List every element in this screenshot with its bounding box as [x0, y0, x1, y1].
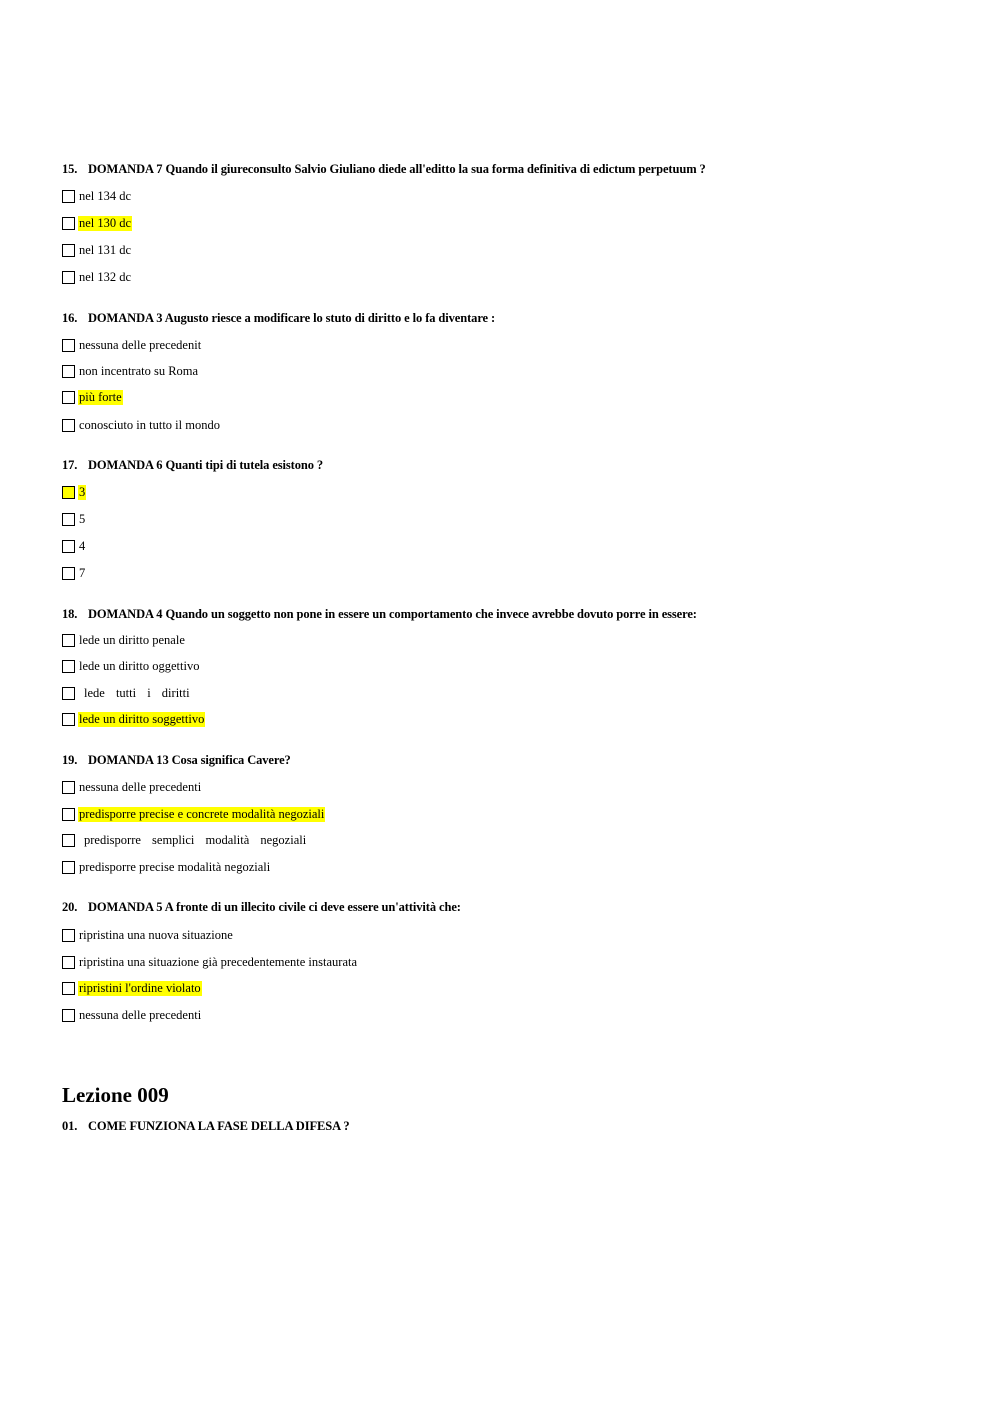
- option-text: predisporre semplici modalità negoziali: [84, 832, 307, 847]
- checkbox[interactable]: [62, 861, 75, 874]
- option-text: ripristina una nuova situazione: [79, 927, 233, 942]
- checkbox[interactable]: [62, 1009, 75, 1022]
- answer-option[interactable]: [62, 859, 271, 875]
- question-19: [62, 753, 291, 768]
- lesson-title: Lezione 009: [62, 1083, 169, 1107]
- checkbox[interactable]: [62, 540, 75, 553]
- answer-option[interactable]: [62, 188, 132, 204]
- answer-option[interactable]: [62, 538, 86, 554]
- question-number: 19.: [62, 753, 78, 767]
- answer-option[interactable]: [62, 417, 221, 433]
- option-text-highlighted: nel 130 dc: [79, 215, 132, 230]
- question-text: COME FUNZIONA LA FASE DELLA DIFESA ?: [88, 1119, 350, 1133]
- option-text: nessuna delle precedenit: [79, 337, 202, 352]
- question-text: DOMANDA 6 Quanti tipi di tutela esistono ?: [88, 458, 324, 472]
- checkbox[interactable]: [62, 982, 75, 995]
- question-number: 20.: [62, 900, 78, 914]
- option-text: predisporre precise modalità negoziali: [79, 859, 271, 874]
- option-text-highlighted: predisporre precise e concrete modalità negoziali: [79, 806, 325, 821]
- answer-option[interactable]: [62, 337, 202, 353]
- question-number: 16.: [62, 311, 78, 325]
- option-text: 7: [79, 565, 86, 580]
- option-text: 4: [79, 538, 86, 553]
- answer-option[interactable]: [62, 269, 132, 285]
- question-15: [62, 162, 706, 177]
- checkbox[interactable]: [62, 567, 75, 580]
- answer-option[interactable]: [62, 484, 86, 500]
- checkbox[interactable]: [62, 781, 75, 794]
- option-text: nel 134 dc: [79, 188, 132, 203]
- checkbox[interactable]: [62, 339, 75, 352]
- question-number: 15.: [62, 162, 78, 176]
- option-text-highlighted: ripristini l'ordine violato: [79, 980, 201, 995]
- answer-option[interactable]: [62, 1007, 202, 1023]
- option-text: nel 132 dc: [79, 269, 132, 284]
- option-text-highlighted: 3: [79, 484, 86, 499]
- option-text: conosciuto in tutto il mondo: [79, 417, 220, 432]
- question-18: [62, 607, 697, 622]
- checkbox[interactable]: [62, 365, 75, 378]
- lesson-question-01: [62, 1119, 350, 1134]
- answer-option[interactable]: [62, 215, 132, 231]
- answer-option[interactable]: [62, 927, 234, 943]
- answer-option[interactable]: [62, 832, 307, 848]
- answer-option[interactable]: [62, 779, 202, 795]
- answer-option[interactable]: [62, 806, 325, 822]
- checkbox[interactable]: [62, 419, 75, 432]
- checkbox[interactable]: [62, 244, 75, 257]
- option-text: 5: [79, 511, 86, 526]
- option-text: lede un diritto oggettivo: [79, 658, 200, 673]
- checkbox[interactable]: [62, 513, 75, 526]
- question-text: DOMANDA 7 Quando il giureconsulto Salvio Giuliano diede all'editto la sua forma definitiva di edictum perpetuum ?: [88, 162, 706, 176]
- answer-option[interactable]: [62, 711, 205, 727]
- answer-option[interactable]: [62, 511, 86, 527]
- checkbox[interactable]: [62, 634, 75, 647]
- answer-option[interactable]: [62, 658, 200, 674]
- question-17: [62, 458, 323, 473]
- checkbox[interactable]: [62, 271, 75, 284]
- option-text: non incentrato su Roma: [79, 363, 199, 378]
- option-text-highlighted: lede un diritto soggettivo: [79, 711, 205, 726]
- checkbox[interactable]: [62, 660, 75, 673]
- question-number: 17.: [62, 458, 78, 472]
- answer-option[interactable]: [62, 980, 202, 996]
- option-text: ripristina una situazione già precedentemente instaurata: [79, 954, 358, 969]
- answer-option[interactable]: [62, 685, 191, 701]
- checkbox[interactable]: [62, 929, 75, 942]
- question-text: DOMANDA 13 Cosa significa Cavere?: [88, 753, 291, 767]
- checkbox[interactable]: [62, 391, 75, 404]
- checkbox[interactable]: [62, 713, 75, 726]
- checkbox[interactable]: [62, 217, 75, 230]
- question-number: 01.: [62, 1119, 78, 1133]
- checkbox[interactable]: [62, 687, 75, 700]
- answer-option[interactable]: [62, 242, 132, 258]
- answer-option[interactable]: [62, 565, 86, 581]
- checkbox[interactable]: [62, 956, 75, 969]
- option-text: nel 131 dc: [79, 242, 132, 257]
- question-16: [62, 311, 495, 326]
- option-text: lede tutti i diritti: [84, 685, 190, 700]
- question-20: [62, 900, 461, 915]
- checkbox-highlighted[interactable]: [62, 486, 75, 499]
- checkbox[interactable]: [62, 808, 75, 821]
- question-text: DOMANDA 4 Quando un soggetto non pone in essere un comportamento che invece avrebbe dovuto porre in essere:: [88, 607, 697, 621]
- checkbox[interactable]: [62, 834, 75, 847]
- question-number: 18.: [62, 607, 78, 621]
- option-text: lede un diritto penale: [79, 632, 185, 647]
- option-text: nessuna delle precedenti: [79, 779, 202, 794]
- answer-option[interactable]: [62, 363, 199, 379]
- answer-option[interactable]: [62, 632, 186, 648]
- checkbox[interactable]: [62, 190, 75, 203]
- answer-option[interactable]: [62, 954, 358, 970]
- option-text: nessuna delle precedenti: [79, 1007, 202, 1022]
- option-text-highlighted: più forte: [79, 389, 122, 404]
- question-text: DOMANDA 5 A fronte di un illecito civile ci deve essere un'attività che:: [88, 900, 461, 914]
- answer-option[interactable]: [62, 389, 123, 405]
- question-text: DOMANDA 3 Augusto riesce a modificare lo stuto di diritto e lo fa diventare :: [88, 311, 496, 325]
